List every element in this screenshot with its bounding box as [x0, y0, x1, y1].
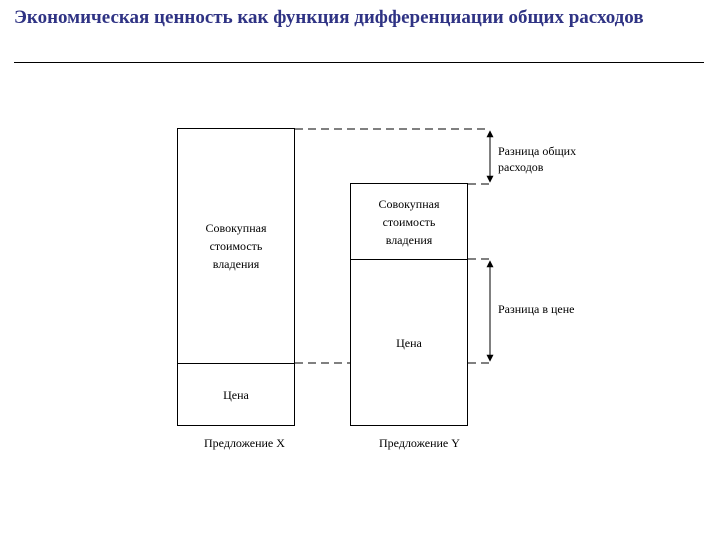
offer-y-bar	[350, 183, 468, 426]
offer-y-price-segment	[351, 260, 467, 425]
offer-x-price-segment	[178, 364, 294, 425]
total-cost-difference-label: Разница общих расходов	[498, 144, 577, 174]
offer-y-price-label: Цена	[396, 335, 422, 350]
price-difference-label: Разница в цене	[498, 302, 575, 316]
offer-y-tco-segment	[351, 184, 467, 259]
offer-x-tco-segment	[178, 129, 294, 363]
offer-x-tco-label: Совокупная стоимость владения	[205, 221, 267, 271]
offer-x-bar	[177, 128, 295, 426]
slide-title: Экономическая ценность как функция дифференциации общих расходов	[14, 7, 644, 28]
title-divider	[14, 62, 704, 63]
offer-y-caption: Предложение Y	[379, 436, 460, 450]
offer-x-price-label: Цена	[223, 387, 249, 402]
offer-x-caption: Предложение X	[204, 436, 285, 450]
offer-y-tco-label: Совокупная стоимость владения	[378, 196, 440, 247]
